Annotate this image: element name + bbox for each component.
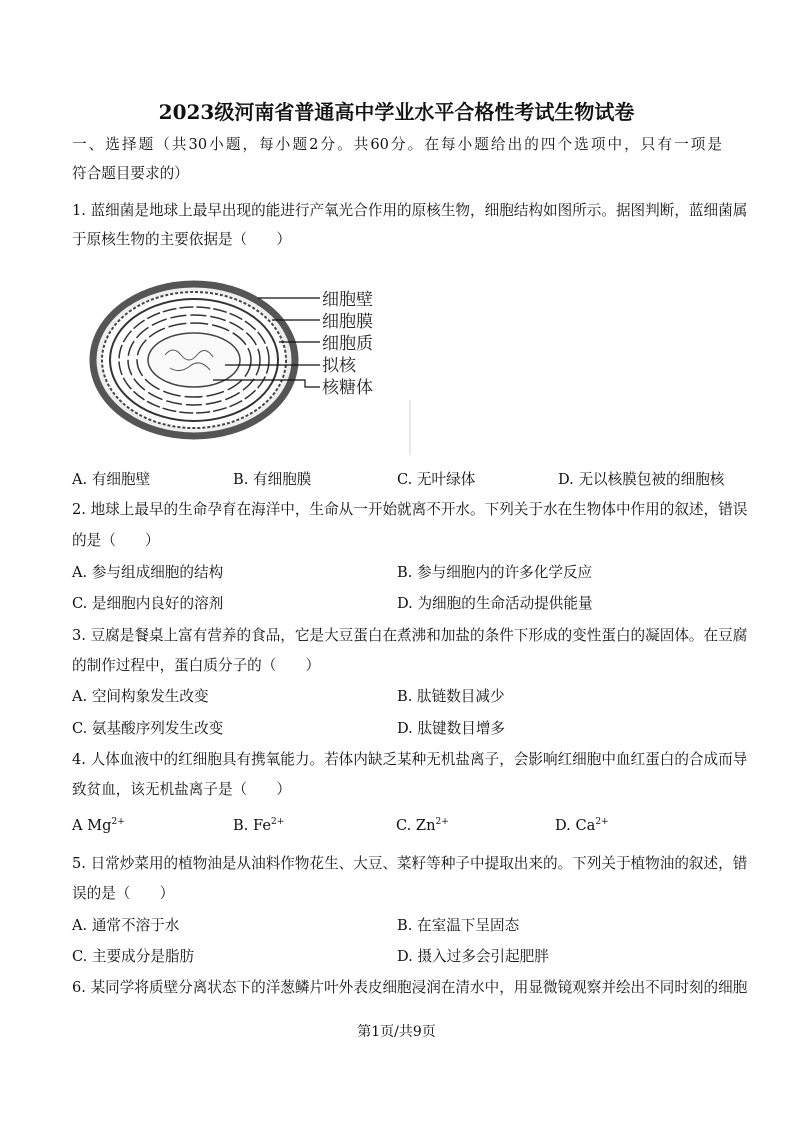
page-title: 2023级河南省普通高中学业水平合格性考试生物试卷 — [158, 100, 635, 124]
question-2-option-b: B. 参与细胞内的许多化学反应 — [397, 564, 593, 581]
question-3-stem: 3. 豆腐是餐桌上富有营养的食品，它是大豆蛋白在煮沸和加盐的条件下形成的变性蛋白的凝固体。在豆腐 — [72, 627, 748, 644]
question-4-option-d — [555, 812, 609, 836]
question-2-option-d: D. 为细胞的生命活动提供能量 — [397, 595, 593, 612]
question-4-option-b — [233, 812, 284, 836]
cyanobacteria-diagram — [80, 270, 420, 460]
page-footer: 第1页/共9页 — [357, 1024, 436, 1040]
ion-charge: 2+ — [270, 817, 285, 827]
ion-charge: 2+ — [595, 817, 609, 827]
ion-charge: 2+ — [111, 817, 125, 827]
question-1-option-b: B. 有细胞膜 — [233, 471, 312, 488]
option-text: D. Ca — [555, 816, 596, 834]
label-cytoplasm: 细胞质 — [322, 334, 373, 354]
question-4-option-c — [396, 812, 449, 836]
section-heading-cont: 符合题目要求的） — [72, 165, 189, 182]
question-1-option-c: C. 无叶绿体 — [397, 471, 476, 488]
question-5-option-c: C. 主要成分是脂肪 — [72, 948, 195, 965]
option-text: C. Zn — [396, 816, 436, 834]
question-3-option-d: D. 肽键数目增多 — [397, 720, 506, 737]
option-text: B. Fe — [233, 816, 271, 834]
question-4-stem: 4. 人体血液中的红细胞具有携氧能力。若体内缺乏某种无机盐离子，会影响红细胞中血红蛋白的合成而导 — [72, 751, 748, 768]
question-5-option-b: B. 在室温下呈固态 — [397, 917, 520, 934]
question-5-option-d: D. 摄入过多会引起肥胖 — [397, 948, 549, 965]
question-4-option-a — [72, 812, 125, 836]
ion-charge: 2+ — [435, 817, 449, 827]
nucleoid-shape — [148, 333, 240, 387]
question-3-option-b: B. 肽链数目减少 — [397, 688, 505, 705]
label-ribosome: 核糖体 — [322, 378, 373, 398]
question-2-stem-cont: 的是（ ） — [72, 532, 160, 549]
question-5-option-a: A. 通常不溶于水 — [72, 917, 180, 934]
question-2-option-c: C. 是细胞内良好的溶剂 — [72, 595, 224, 612]
question-2-option-a: A. 参与组成细胞的结构 — [72, 564, 224, 581]
question-1-stem-cont: 于原核生物的主要依据是（ ） — [72, 231, 291, 248]
question-3-option-c: C. 氨基酸序列发生改变 — [72, 720, 224, 737]
question-3-option-a: A. 空间构象发生改变 — [72, 688, 209, 705]
option-text: A Mg — [72, 816, 112, 834]
question-1-option-a: A. 有细胞壁 — [72, 471, 151, 488]
label-cell-membrane: 细胞膜 — [322, 312, 373, 332]
question-4-stem-cont: 致贫血，该无机盐离子是（ ） — [72, 781, 291, 798]
question-3-stem-cont: 的制作过程中，蛋白质分子的（ ） — [72, 657, 321, 674]
label-nucleoid: 拟核 — [322, 356, 356, 376]
question-2-stem: 2. 地球上最早的生命孕育在海洋中，生命从一开始就离不开水。下列关于水在生物体中作用的叙述，错误 — [72, 501, 748, 518]
section-heading: 一、选择题（共30小题，每小题2分。共60分。在每小题给出的四个选项中，只有一项是 — [72, 136, 722, 153]
question-5-stem-cont: 误的是（ ） — [72, 885, 175, 902]
label-cell-wall: 细胞壁 — [322, 290, 373, 310]
question-1-stem: 1. 蓝细菌是地球上最早出现的能进行产氧光合作用的原核生物，细胞结构如图所示。据图判断，蓝细菌属 — [72, 202, 748, 219]
question-6-stem: 6. 某同学将质壁分离状态下的洋葱鳞片叶外表皮细胞浸润在清水中，用显微镜观察并绘出不同时刻的细胞 — [72, 979, 748, 996]
question-1-option-d: D. 无以核膜包被的细胞核 — [558, 471, 725, 488]
question-5-stem: 5. 日常炒菜用的植物油是从油料作物花生、大豆、菜籽等种子中提取出来的。下列关于植物油的叙述，错 — [72, 855, 748, 872]
